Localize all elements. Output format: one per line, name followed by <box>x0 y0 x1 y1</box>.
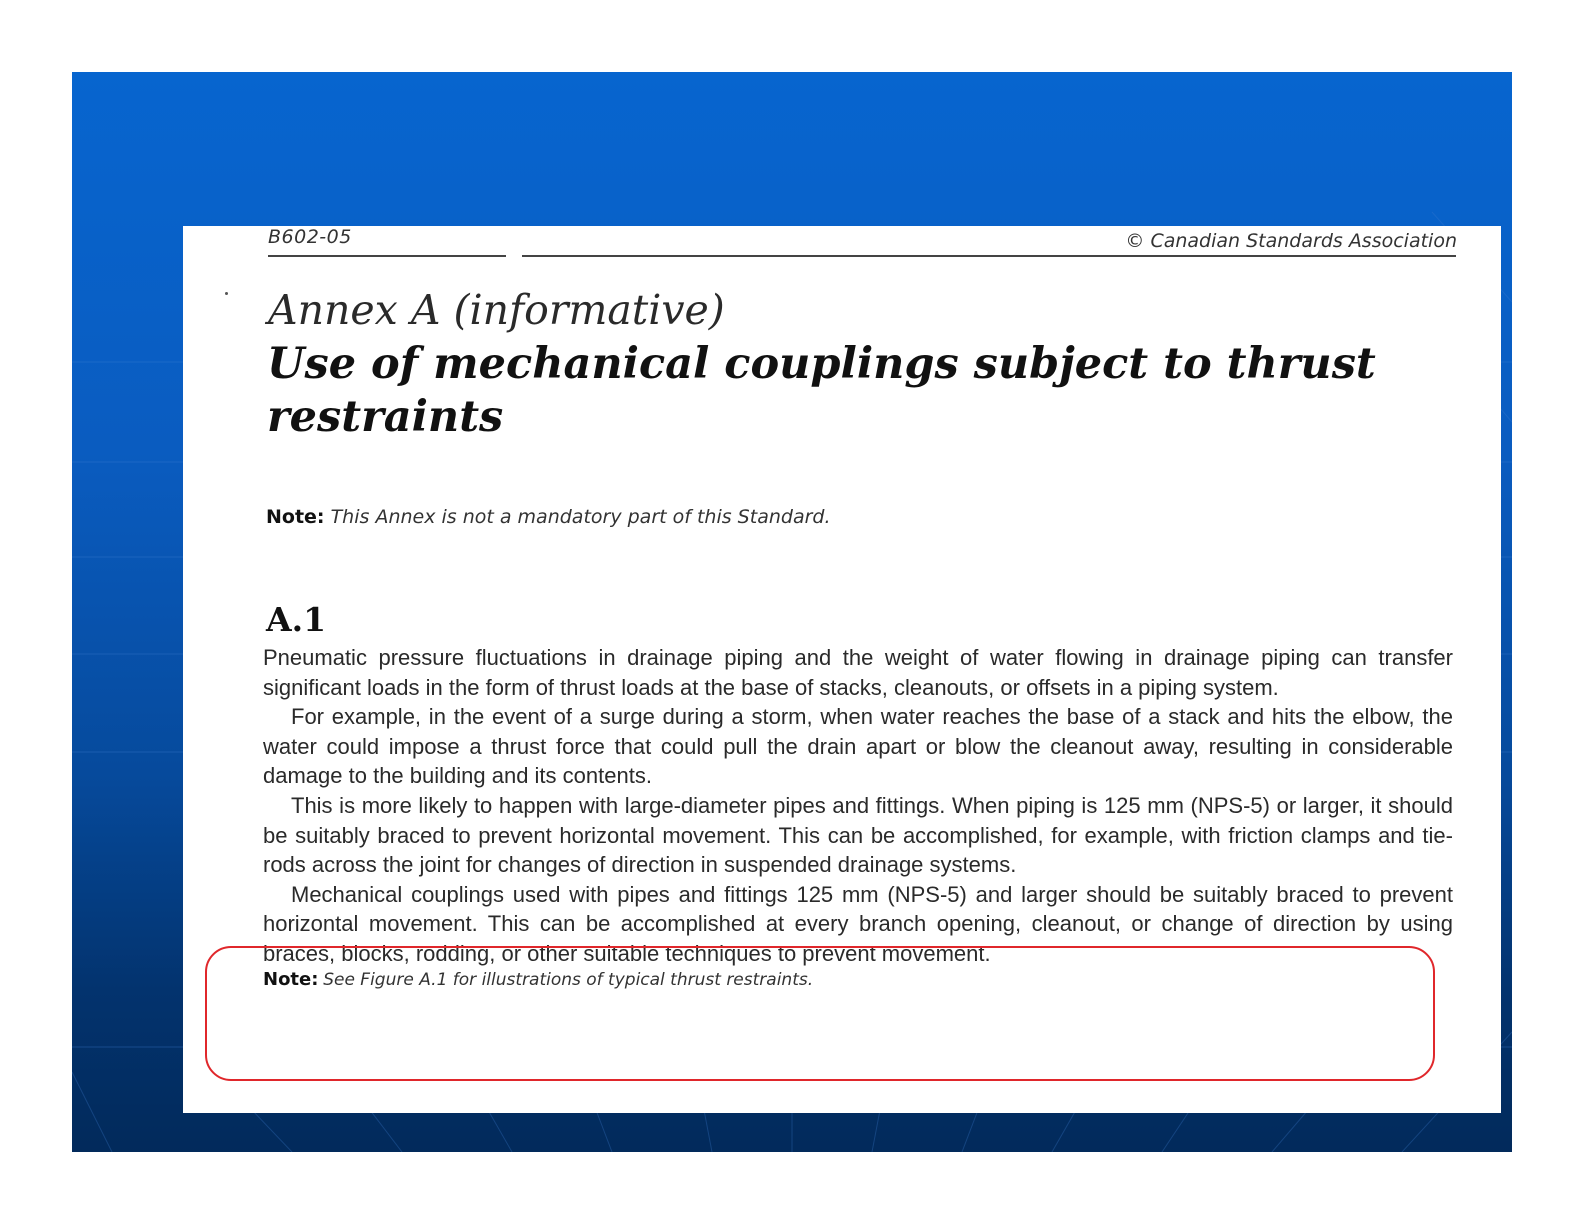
note-text: This Annex is not a mandatory part of this Standard. <box>330 506 831 528</box>
paragraph-3: This is more likely to happen with large-diameter pipes and fittings. When piping is 125 mm (NPS-5) or larger, it should be suitably braced to prevent horizontal movement. This can be accomplished, for example, with friction clamps and tie-rods across the joint for changes of direction in suspended drainage systems. <box>263 792 1453 878</box>
section-body <box>263 643 1453 991</box>
document-page <box>183 226 1501 1113</box>
note-label: Note: <box>266 506 325 528</box>
paragraph-4: Mechanical couplings used with pipes and fittings 125 mm (NPS-5) and larger should be suitably braced to prevent horizontal movement. This can be accomplished at every branch opening, cleanout, or change of direction by using braces, blocks, rodding, or other suitable techniques to prevent movement. <box>263 881 1453 966</box>
document-code: B602-05 <box>268 226 352 248</box>
copyright-header: © Canadian Standards Association <box>1125 230 1457 252</box>
header-rule-left <box>268 255 506 257</box>
annex-title: Use of mechanical couplings subject to thrust restraints <box>267 339 1376 442</box>
header-rule-right <box>522 255 1456 257</box>
slide-background <box>72 72 1512 1152</box>
paragraph-2: For example, in the event of a surge during a storm, when water reaches the base of a stack and hits the elbow, the water could impose a thrust force that could pull the drain apart or blow the cleanout away, resulting in considerable damage to the building and its contents. <box>263 704 1453 789</box>
annex-label: Annex A (informative) <box>268 286 725 334</box>
section-heading: A.1 <box>266 600 327 639</box>
note-text: See Figure A.1 for illustrations of typical thrust restraints. <box>323 969 814 990</box>
paragraph-1: Pneumatic pressure fluctuations in drainage piping and the weight of water flowing in drainage piping can transfer significant loads in the form of thrust loads at the base of stacks, cleanouts, or offsets in a piping system. <box>263 645 1453 700</box>
highlight-box <box>205 946 1435 1081</box>
note-label: Note: <box>263 968 319 990</box>
annex-note <box>266 506 831 528</box>
scan-speck <box>225 292 228 295</box>
